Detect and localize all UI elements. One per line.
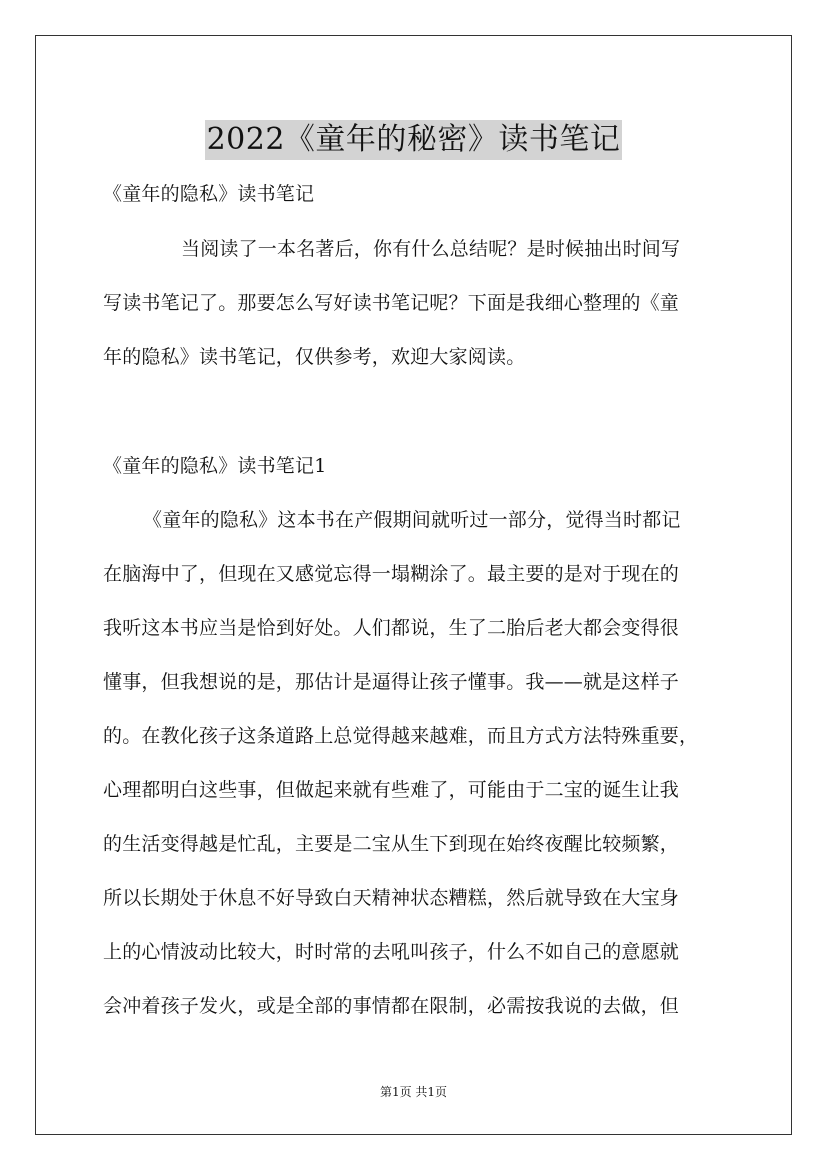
document-subtitle: 《童年的隐私》读书笔记 (103, 183, 315, 205)
body-line: 《童年的隐私》这本书在产假期间就听过一部分，觉得当时都记 (143, 509, 681, 531)
body-line: 上的心情波动比较大，时时常的去吼叫孩子，什么不如自己的意愿就 (103, 941, 680, 963)
body-line: 懂事，但我想说的是，那估计是逼得让孩子懂事。我——就是这样子 (103, 671, 680, 693)
document-title: 2022《童年的秘密》读书笔记 (205, 120, 623, 160)
body-line: 的。在教化孩子这条道路上总觉得越来越难，而且方式方法特殊重要， (103, 725, 699, 747)
body-line: 我听这本书应当是恰到好处。人们都说，生了二胎后老大都会变得很 (103, 617, 680, 639)
intro-line: 写读书笔记了。那要怎么写好读书笔记呢？下面是我细心整理的《童 (103, 292, 680, 314)
intro-line: 年的隐私》读书笔记，仅供参考，欢迎大家阅读。 (103, 346, 526, 368)
page-footer: 第1页 共1页 (379, 1085, 448, 1099)
body-line: 心理都明白这些事，但做起来就有些难了，可能由于二宝的诞生让我 (103, 779, 680, 801)
intro-line: 当阅读了一本名著后，你有什么总结呢？是时候抽出时间写 (181, 238, 681, 260)
body-line: 的生活变得越是忙乱，主要是二宝从生下到现在始终夜醒比较频繁， (103, 833, 680, 855)
title-container (0, 100, 827, 180)
section-heading: 《童年的隐私》读书笔记1 (103, 455, 327, 477)
body-line: 在脑海中了，但现在又感觉忘得一塌糊涂了。最主要的是对于现在的 (103, 563, 680, 585)
body-line: 所以长期处于休息不好导致白天精神状态糟糕，然后就导致在大宝身 (103, 887, 680, 909)
body-line: 会冲着孩子发火，或是全部的事情都在限制，必需按我说的去做，但 (103, 995, 680, 1017)
